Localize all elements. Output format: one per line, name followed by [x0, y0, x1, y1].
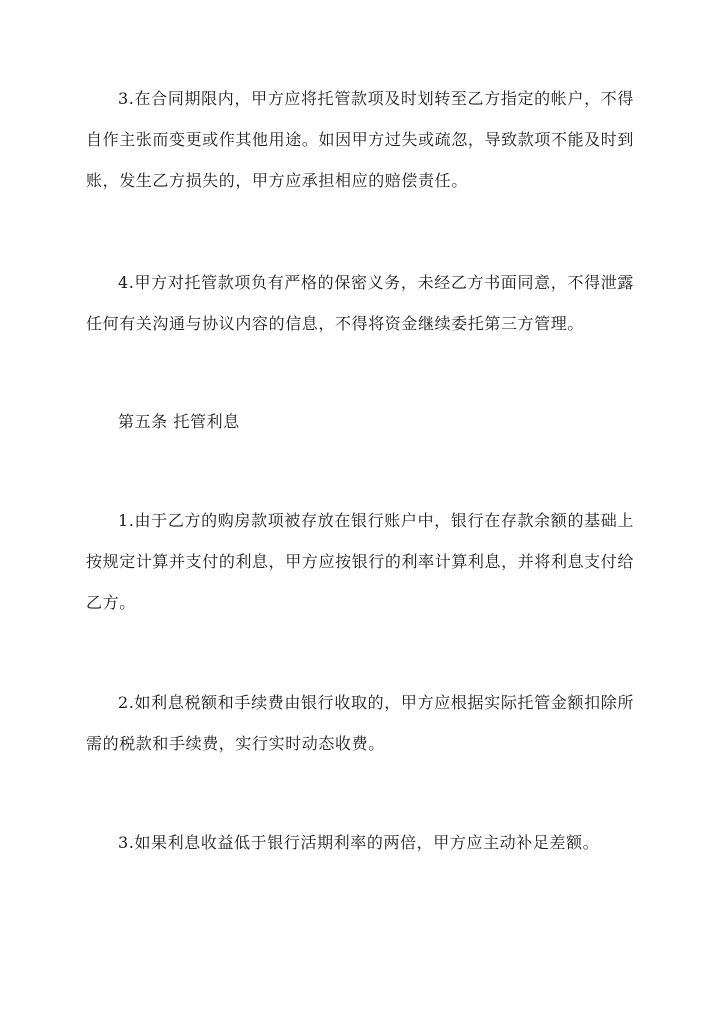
paragraph-interest-item-2: 2.如利息税额和手续费由银行收取的，甲方应根据实际托管金额扣除所需的税款和手续费，实行实时动态收费。 [86, 693, 634, 753]
article-heading: 第五条 托管利息 [118, 412, 240, 431]
paragraph-interest-item-1: 1.由于乙方的购房款项被存放在银行账户中，银行在存款余额的基础上按规定计算并支付的利息，甲方应按银行的利率计算利息，并将利息支付给乙方。 [86, 511, 634, 612]
paragraph-clause-item-4: 4.甲方对托管款项负有严格的保密义务，未经乙方书面同意，不得泄露任何有关沟通与协议内容的信息，不得将资金继续委托第三方管理。 [86, 273, 634, 333]
paragraph-clause-item-3: 3.在合同期限内，甲方应将托管款项及时划转至乙方指定的帐户，不得自作主张而变更或作其他用途。如因甲方过失或疏忽，导致款项不能及时到账，发生乙方损失的，甲方应承担相应的赔偿责任。 [86, 89, 634, 190]
paragraph-interest-item-3: 3.如果利息收益低于银行活期利率的两倍，甲方应主动补足差额。 [118, 833, 600, 852]
